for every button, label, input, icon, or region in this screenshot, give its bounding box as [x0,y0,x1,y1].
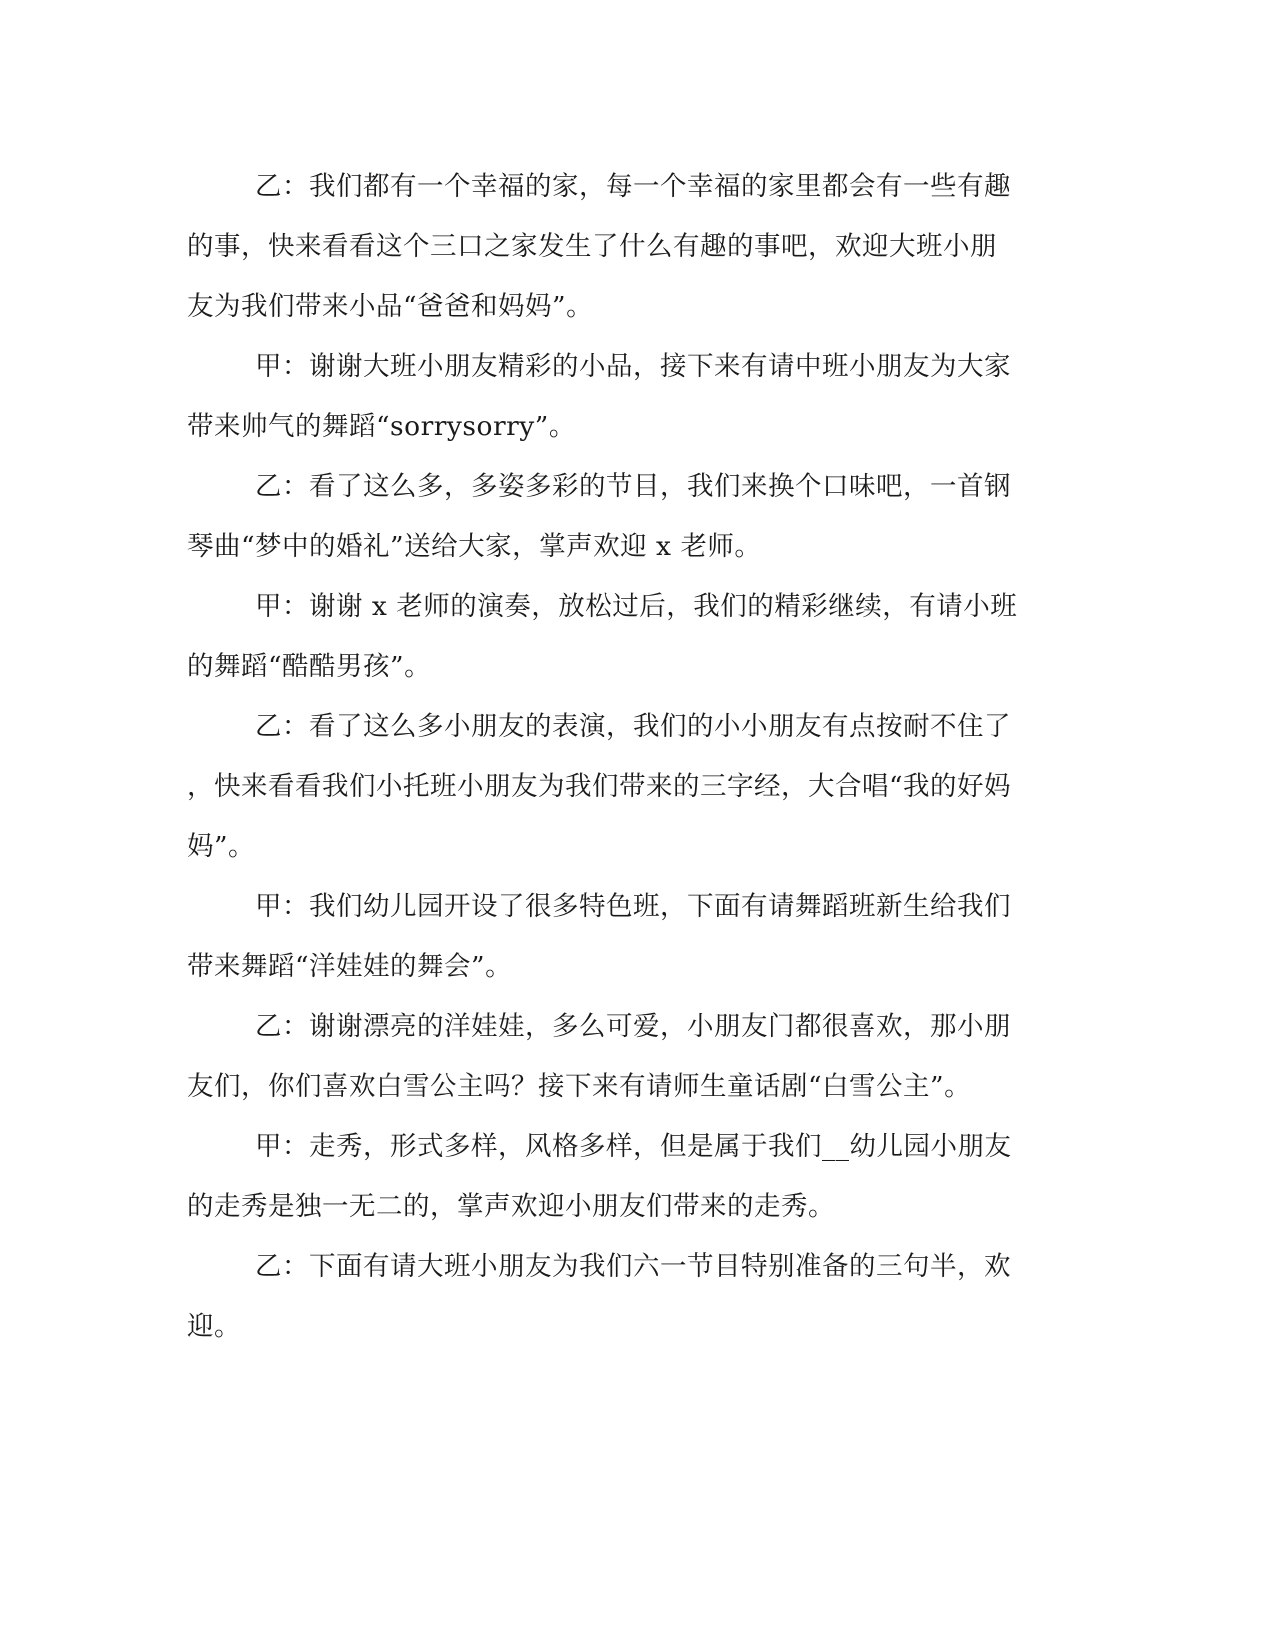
text-line: 友为我们带来小品“爸爸和妈妈”。 [187,291,594,322]
text-line: 乙：看了这么多小朋友的表演，我们的小小朋友有点按耐不住了 [255,711,1011,742]
text-line: 的事，快来看看这个三口之家发生了什么有趣的事吧，欢迎大班小朋 [187,231,997,262]
text-line: 带来舞蹈“洋娃娃的舞会”。 [187,951,513,982]
document-body [187,157,1067,1357]
text-line: 带来帅气的舞蹈“sorrysorry”。 [187,411,576,442]
text-line: 的走秀是独一无二的，掌声欢迎小朋友们带来的走秀。 [187,1191,835,1222]
text-line: 妈”。 [187,831,256,862]
text-line: 甲：谢谢大班小朋友精彩的小品，接下来有请中班小朋友为大家 [255,351,1011,382]
text-line: 乙：谢谢漂亮的洋娃娃，多么可爱，小朋友门都很喜欢，那小朋 [255,1011,1011,1042]
text-line: 乙：下面有请大班小朋友为我们六一节目特别准备的三句半，欢 [255,1251,1011,1282]
text-line: 琴曲“梦中的婚礼”送给大家，掌声欢迎 x 老师。 [187,531,762,562]
text-line: 乙：我们都有一个幸福的家，每一个幸福的家里都会有一些有趣 [255,171,1011,202]
text-line: ，快来看看我们小托班小朋友为我们带来的三字经，大合唱“我的好妈 [187,771,1012,802]
text-line: 友们，你们喜欢白雪公主吗？接下来有请师生童话剧“白雪公主”。 [187,1071,972,1102]
text-line: 甲：我们幼儿园开设了很多特色班，下面有请舞蹈班新生给我们 [255,891,1011,922]
text-line: 甲：走秀，形式多样，风格多样，但是属于我们__幼儿园小朋友 [255,1131,1012,1162]
text-line: 的舞蹈“酷酷男孩”。 [187,651,432,682]
text-line: 甲：谢谢 x 老师的演奏，放松过后，我们的精彩继续，有请小班 [255,591,1018,622]
text-line: 乙：看了这么多，多姿多彩的节目，我们来换个口味吧，一首钢 [255,471,1011,502]
text-line: 迎。 [187,1311,241,1342]
